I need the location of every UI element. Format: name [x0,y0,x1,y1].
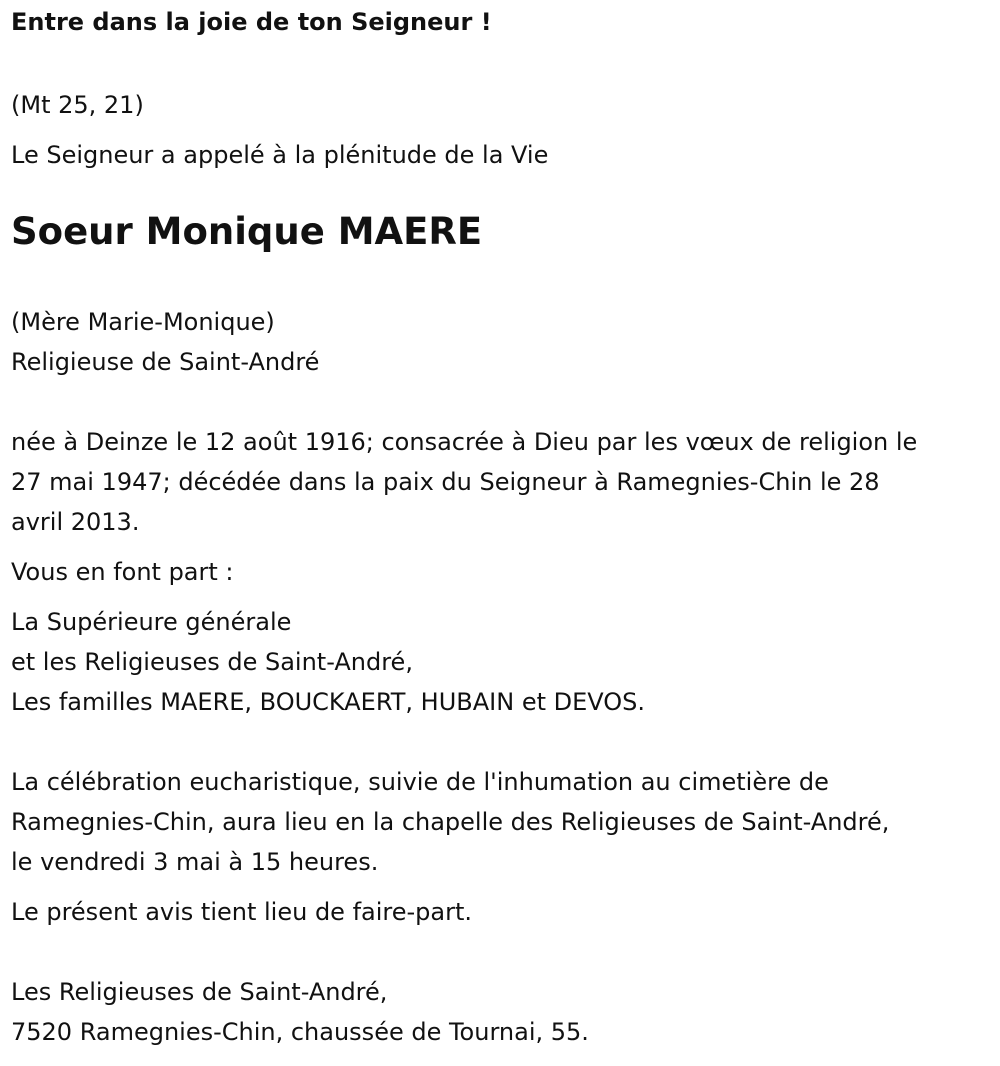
dates-line: avril 2013. [11,508,140,536]
scripture-reference: (Mt 25, 21) [11,91,144,119]
deceased-name: Soeur Monique MAERE [11,210,483,253]
dates-paragraph [11,422,991,542]
family-line: La Supérieure générale [11,608,292,636]
notice-line: Le présent avis tient lieu de faire-part. [11,898,473,926]
celebration-line: La célébration eucharistique, suivie de l'inhumation au cimetière de [11,768,829,796]
sender-address: 7520 Ramegnies-Chin, chaussée de Tournai, 55. [11,1018,589,1046]
family-block [11,602,991,722]
identity-block [11,302,991,382]
celebration-line: le vendredi 3 mai à 15 heures. [11,848,379,876]
sender-line: Les Religieuses de Saint-André, [11,978,388,1006]
announce-line: Vous en font part : [11,558,234,586]
sender-block [11,972,991,1052]
celebration-paragraph [11,762,991,882]
dates-line: née à Deinze le 12 août 1916; consacrée à Dieu par les vœux de religion le [11,428,918,456]
congregation: Religieuse de Saint-André [11,348,320,376]
family-line: Les familles MAERE, BOUCKAERT, HUBAIN et DEVOS. [11,688,646,716]
epigraph: Entre dans la joie de ton Seigneur ! [11,8,492,36]
celebration-line: Ramegnies-Chin, aura lieu en la chapelle des Religieuses de Saint-André, [11,808,890,836]
religious-name: (Mère Marie-Monique) [11,308,275,336]
called-line: Le Seigneur a appelé à la plénitude de la Vie [11,141,549,169]
family-line: et les Religieuses de Saint-André, [11,648,413,676]
dates-line: 27 mai 1947; décédée dans la paix du Seigneur à Ramegnies-Chin le 28 [11,468,880,496]
